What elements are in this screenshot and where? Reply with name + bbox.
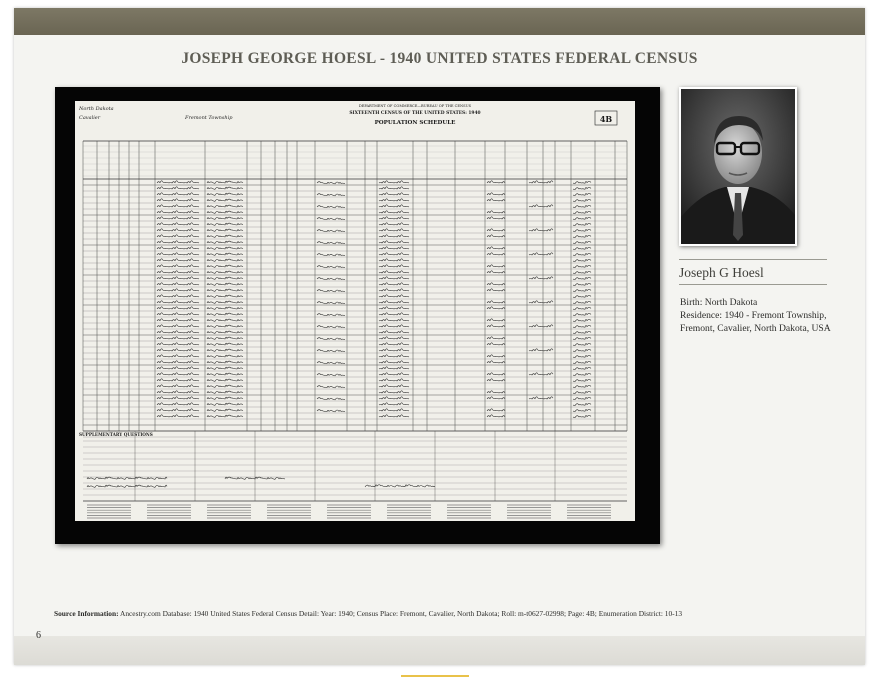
page-number: 6	[36, 630, 41, 641]
source-text: Ancestry.com Database: 1940 United States Federal Census Detail: Year: 1940; Census Place: Fremont, Cavalier, North Dakota; Roll: m-t0627-02998; Page: 4B; Enumeration District: 10-13	[119, 609, 683, 618]
census-image-frame[interactable]	[55, 87, 660, 544]
census-supplementary-label: SUPPLEMENTARY QUESTIONS	[79, 432, 153, 437]
page-title: JOSEPH GEORGE HOESL - 1940 UNITED STATES FEDERAL CENSUS	[181, 50, 698, 67]
fact-birth: Birth: North Dakota	[680, 297, 758, 308]
name-rule-top	[679, 259, 827, 260]
name-rule-bottom	[679, 284, 827, 285]
census-sheet-number: 4B	[599, 114, 613, 124]
census-heading: SIXTEENTH CENSUS OF THE UNITED STATES: 1940	[349, 111, 481, 116]
person-facts	[680, 296, 840, 335]
person-name: Joseph G Hoesl	[679, 265, 764, 280]
census-schedule-title: POPULATION SCHEDULE	[374, 120, 456, 126]
portrait-photo	[681, 89, 795, 244]
census-record-image	[75, 101, 635, 521]
top-banner	[14, 8, 865, 35]
census-township: Fremont Township	[185, 115, 233, 121]
census-state: North Dakota	[79, 106, 114, 112]
source-information	[54, 608, 754, 620]
slide-page	[14, 8, 865, 665]
fact-residence: Residence: 1940 - Fremont Township, Fremont, Cavalier, North Dakota, USA	[680, 310, 831, 334]
census-county: Cavalier	[79, 115, 101, 121]
portrait-photo-frame[interactable]	[679, 87, 797, 246]
source-label: Source Information:	[54, 609, 119, 618]
census-department: DEPARTMENT OF COMMERCE—BUREAU OF THE CENSUS	[358, 104, 472, 108]
bottom-band	[14, 636, 865, 665]
